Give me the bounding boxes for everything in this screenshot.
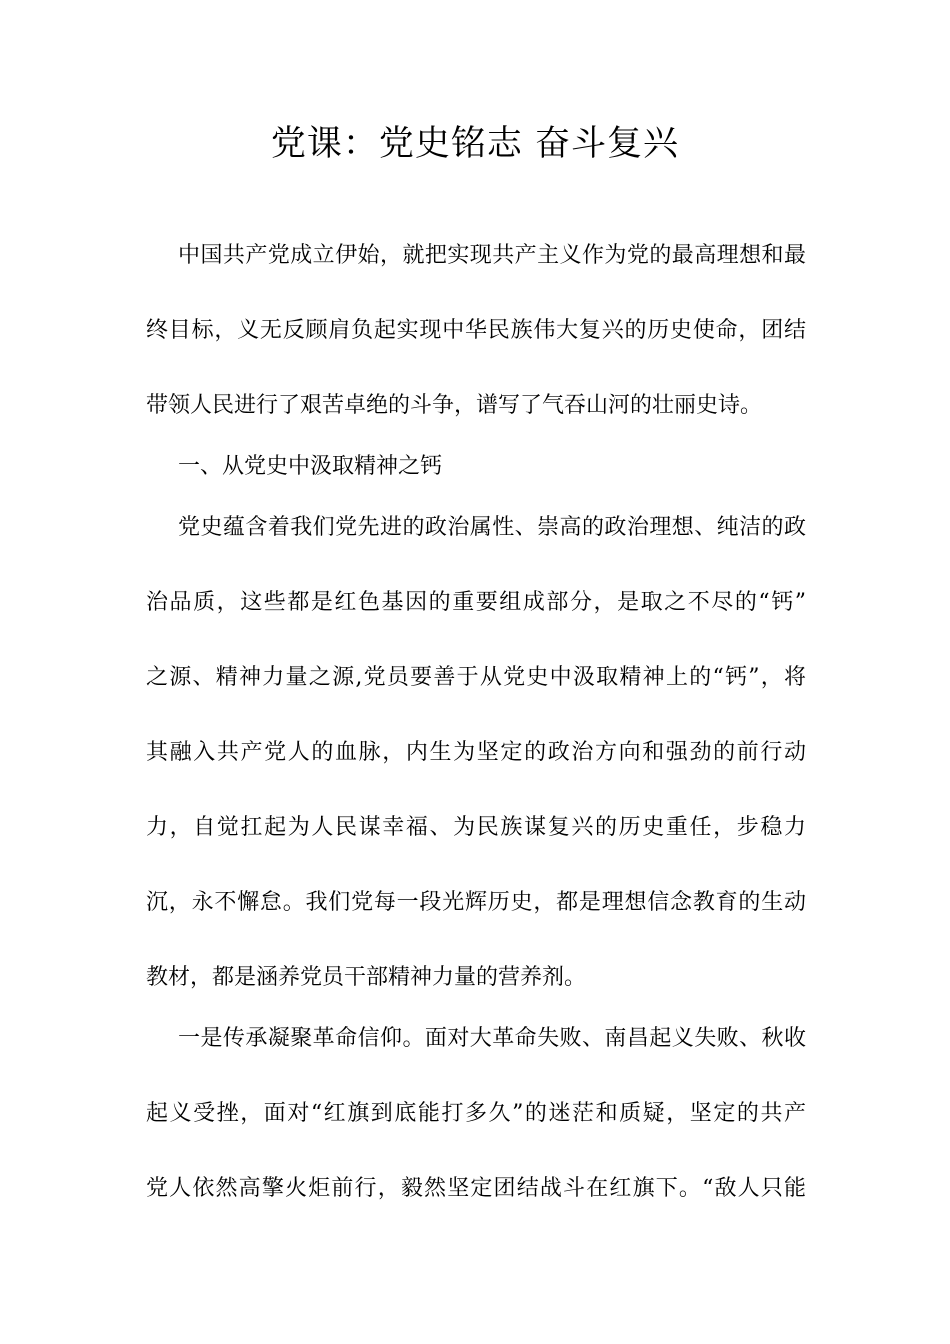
paragraph-line: 终目标，义无反顾肩负起实现中华民族伟大复兴的历史使命，团结 [146,318,806,343]
paragraph-line: 其融入共产党人的血脉，内生为坚定的政治方向和强劲的前行动 [146,740,806,765]
paragraph-line: 教材，都是涵养党员干部精神力量的营养剂。 [146,965,587,990]
paragraph-line: 沉，永不懈怠。我们党每一段光辉历史，都是理想信念教育的生动 [146,890,806,915]
paragraph-line: 带领人民进行了艰苦卓绝的斗争，谱写了气吞山河的壮丽史诗。 [146,393,763,418]
paragraph-line: 一是传承凝聚革命信仰。面对大革命失败、南昌起义失败、秋收 [178,1026,806,1051]
paragraph-line: 之源、精神力量之源,党员要善于从党史中汲取精神上的“钙”，将 [146,665,806,690]
document-title: 党课：党史铭志 奋斗复兴 [270,124,680,164]
paragraph-line: 治品质，这些都是红色基因的重要组成部分，是取之不尽的“钙” [146,590,806,615]
paragraph-line: 党史蕴含着我们党先进的政治属性、崇高的政治理想、纯洁的政 [178,515,806,540]
paragraph-line: 中国共产党成立伊始，就把实现共产主义作为党的最高理想和最 [178,243,806,268]
section-heading: 一、从党史中汲取精神之钙 [178,454,443,479]
paragraph-line: 力，自觉扛起为人民谋幸福、为民族谋复兴的历史重任，步稳力 [146,815,806,840]
paragraph-line: 党人依然高擎火炬前行，毅然坚定团结战斗在红旗下。“敌人只能 [146,1176,806,1201]
paragraph-line: 起义受挫，面对“红旗到底能打多久”的迷茫和质疑，坚定的共产 [146,1101,806,1126]
